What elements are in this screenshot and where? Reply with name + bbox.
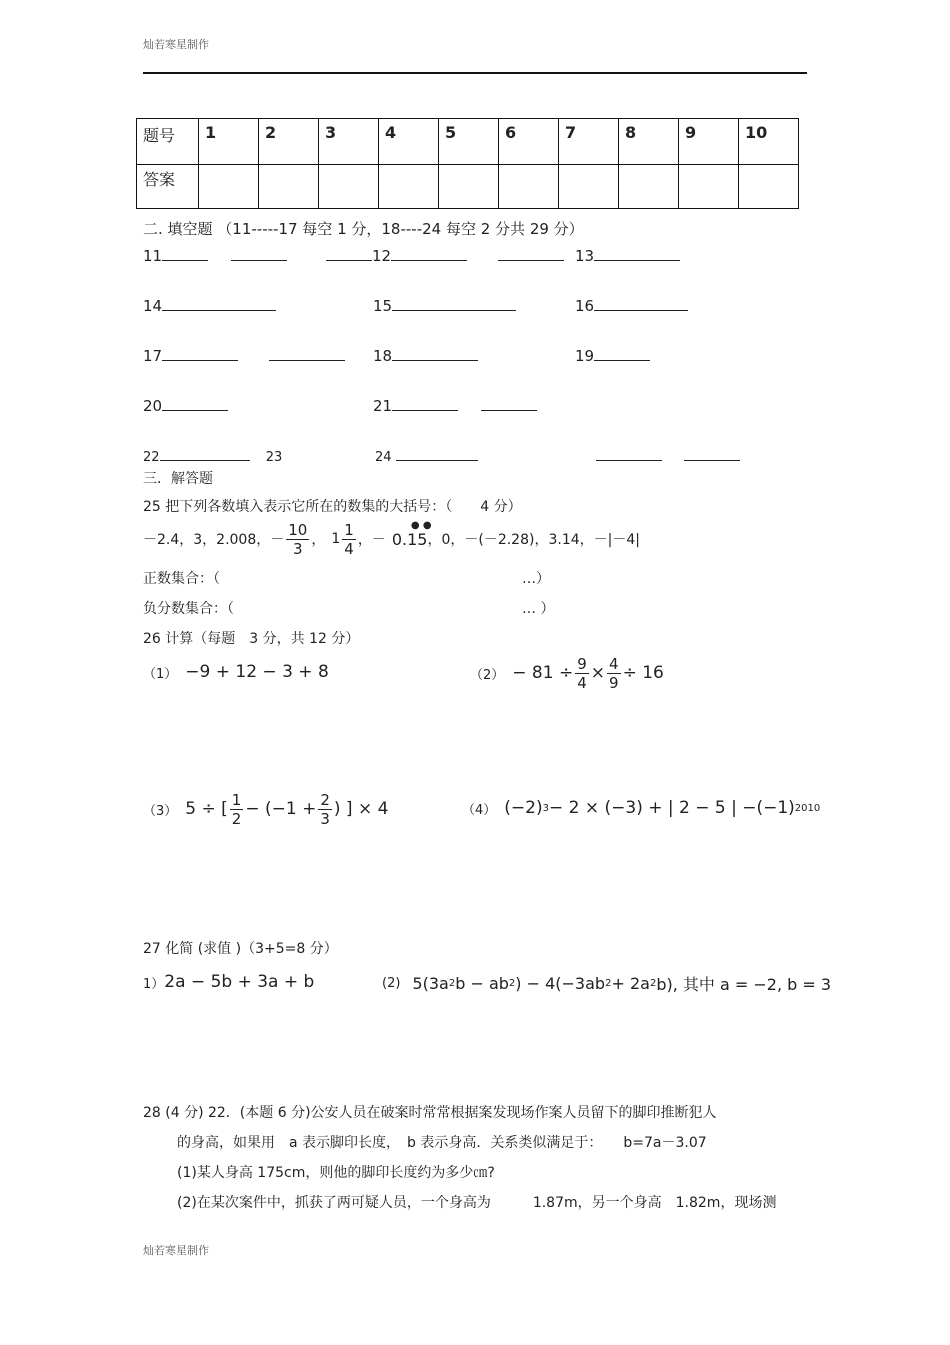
q26-p4-exp1: 3 xyxy=(542,802,549,814)
fill-blank-11a[interactable] xyxy=(162,246,208,261)
frac-numerator: 1 xyxy=(231,790,242,809)
fill-row-21 xyxy=(373,396,537,415)
q27-p1-expr: 2a − 5b + 3a + b xyxy=(164,972,315,992)
q26-p2-label: （2） xyxy=(470,667,505,683)
table-number-7: 7 xyxy=(559,119,619,165)
q27-part2 xyxy=(382,972,831,995)
section2-title: 二. 填空题 （11-----17 每空 1 分，18----24 每空 2 分共 29 分） xyxy=(143,220,584,238)
section3-title: 三．解答题 xyxy=(143,471,213,487)
q27-p2-exp: 2 xyxy=(508,978,516,989)
q25-sep2: ，－ xyxy=(357,532,386,548)
q27-p2-d: + 2a xyxy=(611,974,650,993)
fill-blank-17b[interactable] xyxy=(269,346,345,361)
q25-negfrac-end: … ） xyxy=(522,601,555,617)
frac-denominator: 2 xyxy=(231,809,242,828)
answer-cell-10[interactable] xyxy=(739,165,799,209)
q26-p2-frac-9-4 xyxy=(575,655,589,692)
q26-title: 26 计算（每题 3 分，共 12 分） xyxy=(143,631,360,647)
answer-table-number-row xyxy=(137,119,799,165)
q28-line1: 28 (4 分) 22．(本题 6 分)公安人员在破案时常常根据案发现场作案人员留下的脚印推断犯人 xyxy=(143,1105,717,1121)
q26-p3-b: − (−1 + xyxy=(245,799,317,819)
fill-row-22-23 xyxy=(143,446,282,465)
q26-p4-b: − 2 × (−3) + | 2 − 5 | −(−1) xyxy=(548,798,795,818)
frac-numerator: 10 xyxy=(288,520,308,539)
fill-row-18 xyxy=(373,346,478,365)
answer-cell-8[interactable] xyxy=(619,165,679,209)
fill-row-15 xyxy=(373,296,516,315)
fill-row-24 xyxy=(375,446,740,465)
fill-label-12: 12 xyxy=(372,247,392,265)
q25-title: 25 把下列各数填入表示它所在的数集的大括号：（ 4 分） xyxy=(143,499,522,515)
table-number-3: 3 xyxy=(319,119,379,165)
fill-label-21: 21 xyxy=(373,397,393,415)
q26-p2-a: − 81 ÷ xyxy=(512,663,574,683)
q27-p2-label: (2) xyxy=(382,976,401,991)
fill-label-16: 16 xyxy=(575,297,595,315)
table-number-8: 8 xyxy=(619,119,679,165)
fill-label-24: 24 xyxy=(375,450,392,465)
fill-row-19 xyxy=(575,346,650,365)
repeating-value: 0.15 xyxy=(391,529,428,549)
fill-label-11: 11 xyxy=(143,247,163,265)
answer-cell-1[interactable] xyxy=(199,165,259,209)
table-number-4: 4 xyxy=(379,119,439,165)
repeat-dot-icon: ● xyxy=(422,519,432,531)
answer-cell-5[interactable] xyxy=(439,165,499,209)
fill-label-23: 23 xyxy=(265,450,283,465)
fill-blank-17a[interactable] xyxy=(162,346,238,361)
q25-positive-end: …） xyxy=(522,571,550,587)
fill-blank-12b[interactable] xyxy=(391,246,467,261)
table-number-6: 6 xyxy=(499,119,559,165)
q26-p4-label: （4） xyxy=(462,802,497,818)
fill-blank-14[interactable] xyxy=(162,296,276,311)
fill-label-22: 22 xyxy=(143,450,160,465)
fill-blank-11b[interactable] xyxy=(231,246,287,261)
q27-p1-label: 1） xyxy=(143,976,165,992)
table-number-9: 9 xyxy=(679,119,739,165)
fill-blank-22[interactable] xyxy=(160,446,250,461)
answer-cell-7[interactable] xyxy=(559,165,619,209)
q26-part2 xyxy=(470,650,664,696)
header-rule xyxy=(143,72,807,74)
q27-p2-c: ) − 4(−3ab xyxy=(515,974,606,993)
fill-blank-12c[interactable] xyxy=(498,246,564,261)
q27-part1 xyxy=(143,972,314,992)
q27-p2-a: 5(3a xyxy=(412,974,449,993)
fill-blank-13[interactable] xyxy=(594,246,680,261)
fill-row-20 xyxy=(143,396,228,415)
fill-blank-16[interactable] xyxy=(594,296,688,311)
fill-blank-12a[interactable] xyxy=(326,246,372,261)
q26-p2-times: × xyxy=(590,663,606,683)
q27-p2-exp: 2 xyxy=(649,978,657,989)
q26-p2-b: ÷ 16 xyxy=(622,663,664,683)
answer-table xyxy=(136,118,799,209)
table-number-5: 5 xyxy=(439,119,499,165)
answer-cell-3[interactable] xyxy=(319,165,379,209)
q25-number-list xyxy=(143,516,640,562)
fill-blank-20[interactable] xyxy=(162,396,228,411)
fill-blank-24c[interactable] xyxy=(684,446,740,461)
table-label-answer: 答案 xyxy=(137,165,199,209)
q26-part4 xyxy=(462,798,820,818)
q25-mixed-whole: 1 xyxy=(331,531,341,547)
frac-denominator: 3 xyxy=(320,809,330,828)
answer-cell-9[interactable] xyxy=(679,165,739,209)
frac-denominator: 4 xyxy=(344,539,354,558)
fill-row-16 xyxy=(575,296,688,315)
table-number-2: 2 xyxy=(259,119,319,165)
fill-blank-24a[interactable] xyxy=(396,446,478,461)
q27-p2-exp: 2 xyxy=(448,978,456,989)
fill-label-17: 17 xyxy=(143,347,163,365)
frac-numerator: 9 xyxy=(577,654,587,673)
frac-denominator: 9 xyxy=(609,673,619,692)
answer-cell-4[interactable] xyxy=(379,165,439,209)
q26-p3-frac-1-2 xyxy=(230,791,244,828)
fill-label-18: 18 xyxy=(373,347,393,365)
q25-repeating-decimal xyxy=(391,519,432,549)
q28-line3: (1)某人身高 175cm，则他的脚印长度约为多少㎝? xyxy=(177,1165,495,1181)
q28-line2: 的身高，如果用 a 表示脚印长度， b 表示身高．关系类似满足于： b=7a－3.07 xyxy=(177,1135,707,1151)
answer-cell-6[interactable] xyxy=(499,165,559,209)
q25-nums-a: －2.4，3，2.008，－ xyxy=(143,532,285,548)
q26-p2-frac-4-9 xyxy=(607,655,621,692)
fill-label-15: 15 xyxy=(373,297,393,315)
q26-p3-label: （3） xyxy=(143,803,178,819)
q25-sep1: ， xyxy=(311,532,326,548)
frac-numerator: 1 xyxy=(344,520,354,539)
frac-numerator: 4 xyxy=(609,654,619,673)
q26-part1 xyxy=(143,662,329,682)
q26-p4-exp2: 2010 xyxy=(794,802,821,814)
fill-blank-19[interactable] xyxy=(594,346,650,361)
q25-negfrac-label: 负分数集合：（ xyxy=(143,601,234,617)
answer-cell-2[interactable] xyxy=(259,165,319,209)
frac-denominator: 4 xyxy=(577,673,587,692)
fill-label-13: 13 xyxy=(575,247,595,265)
q25-positive-label: 正数集合：（ xyxy=(143,571,220,587)
fill-row-14 xyxy=(143,296,276,315)
q26-p3-c: ) ] × 4 xyxy=(333,799,389,819)
fill-row-17 xyxy=(143,346,345,365)
q25-fraction-10-3 xyxy=(286,521,309,558)
frac-denominator: 3 xyxy=(293,539,303,558)
fill-blank-24b[interactable] xyxy=(596,446,662,461)
fill-row-12 xyxy=(326,246,564,265)
fill-blank-18[interactable] xyxy=(392,346,478,361)
fill-blank-21a[interactable] xyxy=(392,396,458,411)
q26-p3-a: 5 ÷ [ xyxy=(185,799,228,819)
fill-blank-15[interactable] xyxy=(392,296,516,311)
fill-row-13 xyxy=(575,246,680,265)
fill-label-19: 19 xyxy=(575,347,595,365)
table-label-number: 题号 xyxy=(137,119,199,165)
q25-fraction-1-4 xyxy=(342,521,356,558)
fill-label-14: 14 xyxy=(143,297,163,315)
fill-row-11-13 xyxy=(143,246,287,265)
q25-nums-b: ，0，－(－2.28)，3.14，－|－4| xyxy=(427,532,640,548)
header-maker: 灿若寒星制作 xyxy=(143,38,209,51)
q27-p2-f: b), 其中 a = −2, b = 3 xyxy=(656,975,832,994)
q28-line4: (2)在某次案件中，抓获了两可疑人员，一个身高为 1.87m，另一个身高 1.82m，现场测 xyxy=(177,1195,777,1211)
fill-label-20: 20 xyxy=(143,397,163,415)
frac-numerator: 2 xyxy=(320,790,330,809)
q26-p1-expr: −9 + 12 − 3 + 8 xyxy=(185,662,329,682)
q27-title: 27 化简 (求值 )（3+5=8 分） xyxy=(143,941,338,957)
footer-maker: 灿若寒星制作 xyxy=(143,1244,209,1257)
table-number-10: 10 xyxy=(739,119,799,165)
q27-p2-exp: 2 xyxy=(605,978,612,989)
repeat-dot-icon: ● xyxy=(410,519,420,531)
fill-blank-21b[interactable] xyxy=(481,396,537,411)
table-number-1: 1 xyxy=(199,119,259,165)
answer-table-answer-row xyxy=(137,165,799,209)
q27-p2-b: b − ab xyxy=(455,974,509,993)
q26-p4-a: (−2) xyxy=(504,798,543,818)
q26-p3-frac-2-3 xyxy=(318,791,332,828)
q26-part3 xyxy=(143,786,388,832)
q26-p1-label: （1） xyxy=(143,666,178,682)
